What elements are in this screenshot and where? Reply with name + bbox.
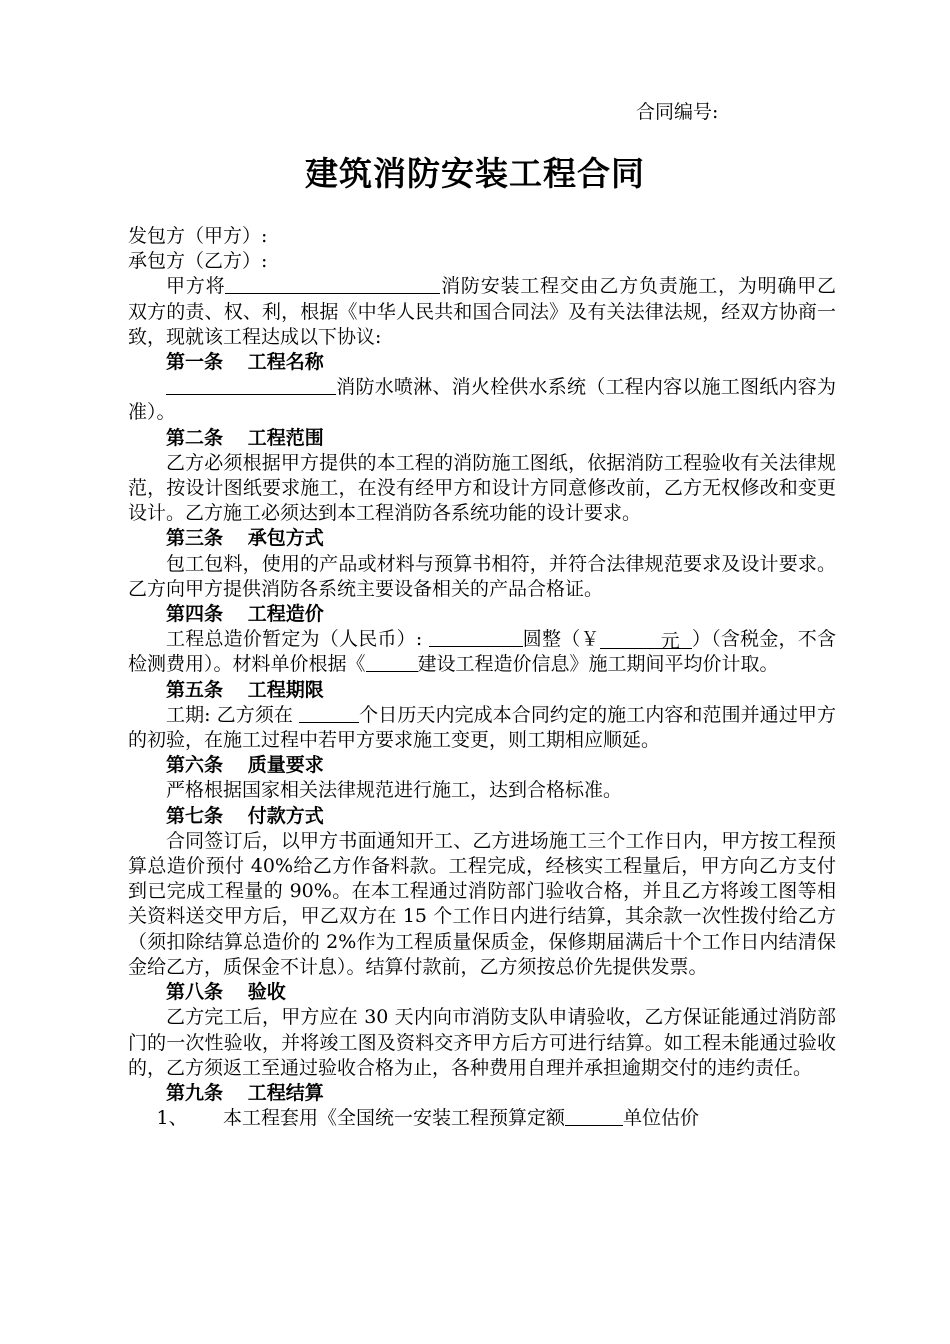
price-unit: 元 xyxy=(660,630,680,653)
article-9-item-1 xyxy=(128,1106,836,1131)
article-2-heading xyxy=(128,426,836,451)
article-1-text xyxy=(128,375,836,425)
article-2-number: 第二条 xyxy=(166,426,224,449)
price-basis: 建设工程造价信息》施工期间平均价计取。 xyxy=(417,653,779,676)
article-8-title: 验收 xyxy=(247,981,286,1004)
project-location-blank xyxy=(166,375,336,395)
article-7-number: 第七条 xyxy=(166,804,224,827)
project-name-blank xyxy=(225,274,440,294)
party-a-line: 发包方（甲方）: xyxy=(128,225,268,247)
article-1-title: 工程名称 xyxy=(247,351,324,374)
article-2-text: 乙方必须根据甲方提供的本工程的消防施工图纸，依据消防工程验收有关法律规范，按设计图纸要求施工，在没有经甲方和设计方同意修改前，乙方无权修改和变更设计。乙方施工必须达到本工程消防各系统功能的设计要求。 xyxy=(128,451,836,525)
price-label: 工程总造价暂定为（人民币）: xyxy=(166,628,423,651)
duration-days-blank xyxy=(299,703,359,723)
contract-body xyxy=(128,224,836,1131)
contract-number-label: 合同编号: xyxy=(636,101,719,123)
item-1-number: 1、 xyxy=(156,1107,188,1130)
price-region-blank xyxy=(366,652,418,672)
price-words-blank xyxy=(429,627,523,647)
party-b-line: 承包方（乙方）: xyxy=(128,250,268,273)
item-1-text: 本工程套用《全国统一安装工程预算定额 xyxy=(222,1107,565,1130)
article-6-heading xyxy=(128,753,836,778)
intro-prefix: 甲方将 xyxy=(166,275,226,298)
article-3-heading xyxy=(128,526,836,551)
article-7-title: 付款方式 xyxy=(247,804,324,827)
price-tax-note: ）（含税金，不含检测费用）。材料单价根据《 xyxy=(128,628,836,676)
article-6-number: 第六条 xyxy=(166,754,224,777)
article-3-number: 第三条 xyxy=(166,527,224,550)
quota-year-blank xyxy=(565,1106,623,1126)
article-9-heading xyxy=(128,1081,836,1106)
article-1-heading xyxy=(128,350,836,375)
item-1-text-cont: 单位估价 xyxy=(623,1107,700,1130)
article-5-number: 第五条 xyxy=(166,678,224,701)
article-2-title: 工程范围 xyxy=(247,426,324,449)
duration-label: 工期: 乙方须在 xyxy=(166,703,293,726)
article-5-title: 工程期限 xyxy=(247,678,324,701)
article-8-number: 第八条 xyxy=(166,981,224,1004)
article-7-text: 合同签订后，以甲方书面通知开工、乙方进场施工三个工作日内，甲方按工程预算总造价预付 40%给乙方作备料款。工程完成，经核实工程量后，甲方向乙方支付到已完成工程量的 90%。在本工程通过消防部门验收合格，并且乙方将竣工图等相关资料送交甲方后，甲乙双方在 15 个工作日内进行结算，其余款一次性拨付给乙方（须扣除结算总造价的 2%作为工程质量保质金，保修期届满后十个工作日内结清保金给乙方，质保金不计息）。结算付款前，乙方须按总价先提供发票。 xyxy=(128,829,836,978)
article-6-title: 质量要求 xyxy=(247,754,324,777)
duration-text: 个日历天内完成本合同约定的施工内容和范围并通过甲方的初验，在施工过程中若甲方要求施工变更，则工期相应顺延。 xyxy=(128,703,836,752)
article-3-text: 包工包料，使用的产品或材料与预算书相符，并符合法律规范要求及设计要求。乙方向甲方提供消防各系统主要设备相关的产品合格证。 xyxy=(128,552,836,600)
intro-text: 消防安装工程交由乙方负责施工，为明确甲乙双方的责、权、利，根据《中华人民共和国合同法》及有关法律法规，经双方协商一致，现就该工程达成以下协议: xyxy=(128,275,836,348)
article-1-content: 消防水喷淋、消火栓供水系统（工程内容以施工图纸内容为准）。 xyxy=(128,376,836,424)
article-4-text xyxy=(128,627,836,677)
article-9-number: 第九条 xyxy=(166,1081,224,1104)
price-yuan-label: 圆整（￥ xyxy=(522,628,600,651)
intro-paragraph xyxy=(128,274,836,350)
article-4-number: 第四条 xyxy=(166,603,224,626)
article-7-heading xyxy=(128,804,836,829)
article-8-text: 乙方完工后，甲方应在 30 天内向市消防支队申请验收，乙方保证能通过消防部门的一次性验收，并将竣工图及资料交齐甲方后方可进行结算。如工程未能通过验收的，乙方须返工至通过验收合格为止，各种费用自理并承担逾期交付的违约责任。 xyxy=(128,1006,836,1079)
article-5-heading xyxy=(128,678,836,703)
article-1-number: 第一条 xyxy=(166,351,224,374)
article-5-text xyxy=(128,703,836,753)
article-4-title: 工程造价 xyxy=(247,603,324,626)
document-title: 建筑消防安装工程合同 xyxy=(305,154,645,193)
article-8-heading xyxy=(128,980,836,1005)
article-6-text: 严格根据国家相关法律规范进行施工，达到合格标准。 xyxy=(166,779,623,802)
article-3-title: 承包方式 xyxy=(247,527,324,550)
article-9-title: 工程结算 xyxy=(247,1081,324,1104)
article-4-heading xyxy=(128,602,836,627)
price-figure-blank xyxy=(600,629,692,653)
